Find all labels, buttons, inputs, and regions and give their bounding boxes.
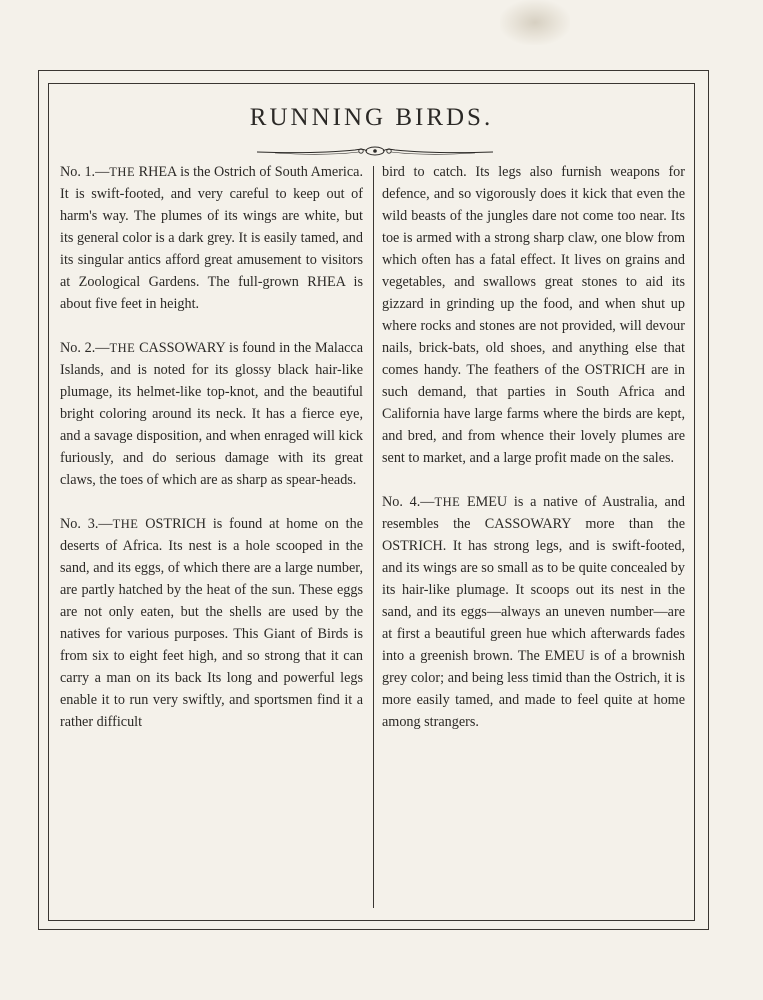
bird-lead: THE xyxy=(112,517,139,531)
paragraph-ostrich xyxy=(60,513,363,733)
paragraph-text: bird to catch. Its legs also furnish weapons for defence, and so vigorously does it kick that even the wild beasts of the jungles dare not come too near. Its toe is armed with a strong sharp claw, one blow from which often has a fatal effect. It lives on grains and vegetables, and swallows great stones to aid its gizzard in grinding up the food, and when shut up where rocks and stones are not provided, will devour nails, brick-bats, old shoes, and anything else that comes handy. The feathers of the OSTRICH are in such demand, that parties in South Africa and California have large farms where the birds are kept, and bred, and from whence their lovely plumes are sent to market, and a large profit made on the sales. xyxy=(382,164,685,466)
paragraph-emeu xyxy=(382,491,685,733)
bird-lead: THE xyxy=(109,341,136,355)
bird-name: EMEU xyxy=(466,494,508,510)
entry-number: No. 2.— xyxy=(60,340,110,356)
paper-stain xyxy=(500,0,570,45)
paragraph-text: is the Ostrich of South America. It is swift-footed, and very careful to keep out of harm's way. The plumes of its wings are white, but its general color is a dark grey. It is easily tamed, and its singular antics afford great amusement to visitors at Zoological Gardens. The full-grown RHEA is about five feet in height. xyxy=(60,164,363,312)
entry-number: No. 4.— xyxy=(382,494,435,510)
right-column xyxy=(382,161,685,755)
bird-name: RHEA xyxy=(138,164,177,180)
entry-number: No. 1.— xyxy=(60,164,110,180)
page-title: RUNNING BIRDS. xyxy=(249,104,494,131)
paragraph-ostrich-continued xyxy=(382,161,685,469)
paragraph-text: is found at home on the deserts of Africa. Its nest is a hole scooped in the sand, and its eggs, of which there are a large number, are partly hatched by the heat of the sun. These eggs are not only eaten, but the shells are used by the natives for various purposes. This Giant of Birds is from six to eight feet high, and so strong that it can carry a man on its back Its long and powerful legs enable it to run very swiftly, and sportsmen find it a rather difficult xyxy=(60,516,364,730)
paragraph-text: is found in the Malacca Islands, and is noted for its glossy black hair-like plumage, its helmet-like top-knot, and the beautiful bright coloring around its neck. It has a fierce eye, and a savage disposition, and when enraged will kick furiously, and do serious damage with its great claws, the toes of which are as sharp as spear-heads. xyxy=(60,340,364,488)
left-column xyxy=(60,161,363,755)
title-ornament-icon xyxy=(255,144,495,158)
paragraph-rhea xyxy=(60,161,363,315)
bird-name: CASSOWARY xyxy=(139,340,226,356)
paragraph-cassowary xyxy=(60,337,363,491)
bird-lead: THE xyxy=(434,495,461,509)
column-divider xyxy=(373,166,374,908)
bird-lead: THE xyxy=(109,165,136,179)
paragraph-text: is a native of Australia, and resembles the CASSOWARY more than the OSTRICH. It has strong legs, and is swift-footed, and its wings are so small as to be quite concealed by its hair-like plumage. It scoops out its nest in the sand, and its eggs—always an uneven number—are at first a beautiful green hue which afterwards fades into a greenish brown. The EMEU is of a brownish grey color; and being less timid than the Ostrich, it is more easily tamed, and made to feel quite at home among strangers. xyxy=(382,494,686,730)
entry-number: No. 3.— xyxy=(60,516,113,532)
bird-name: OSTRICH xyxy=(145,516,206,532)
